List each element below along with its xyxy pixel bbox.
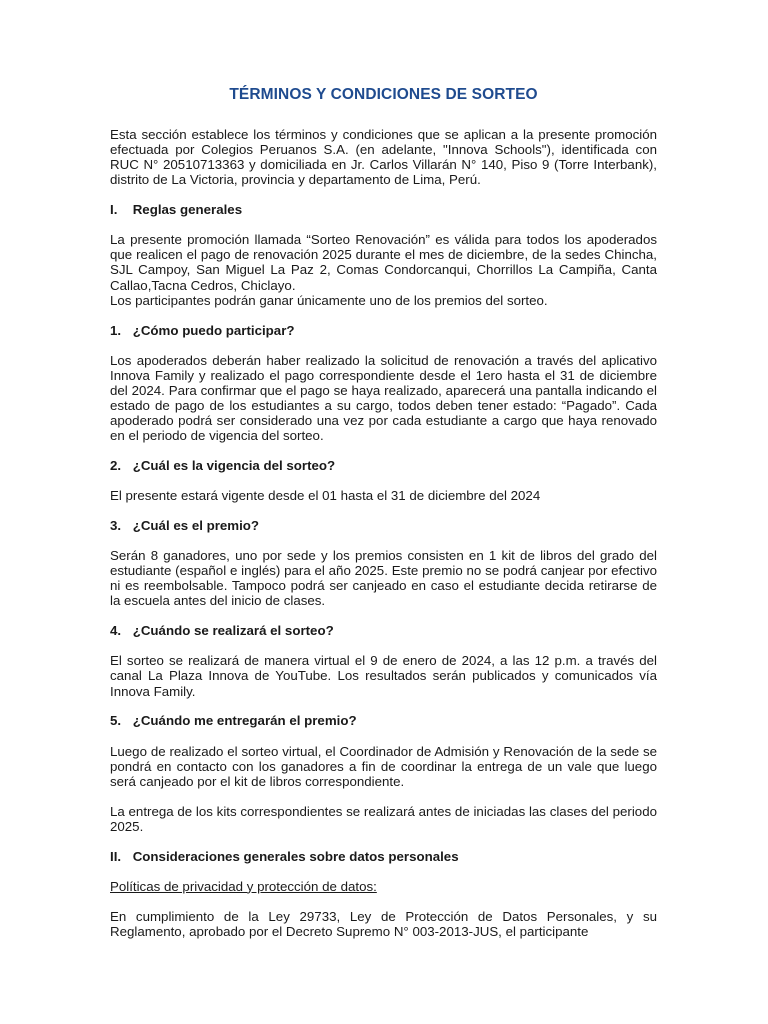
question-title: ¿Cuál es la vigencia del sorteo? (132, 457, 336, 473)
question-title: ¿Cómo puedo participar? (132, 322, 295, 338)
question-heading-delivery (110, 713, 657, 728)
answer-validity: El presente estará vigente desde el 01 hasta el 31 de diciembre del 2024 (110, 488, 541, 504)
question-title: ¿Cuál es el premio? (132, 517, 260, 533)
question-number: 2. (110, 457, 122, 473)
general-rules-paragraph: La presente promoción llamada “Sorteo Renovación” es válida para todos los apoderados que realicen el pago de renovación 2025 durante el mes de diciembre, de la sedes Chincha, SJL Campoy, San Miguel La Paz 2, Comas Condorcanqui, Chorrillos La Campiña, Canta Callao,Tacna Cedros, Chiclayo. (110, 232, 657, 293)
answer-participate: Los apoderados deberán haber realizado la solicitud de renovación a través del aplicativo Innova Family y realizado el pago correspondiente desde el 1ero hasta el 31 de diciembre del 2024. Para confirmar que el pago se haya realizado, aparecerá una pantalla indicando el estado de pago de los estudiantes a su cargo, todos deben tener estado: “Pagado”. Cada apoderado podrá ser considerado una vez por cada estudiante a cargo que haya renovado en el periodo de vigencia del sorteo. (110, 352, 657, 444)
answer-draw-date: El sorteo se realizará de manera virtual el 9 de enero de 2024, a las 12 p.m. a través del canal La Plaza Innova de YouTube. Los resultados serán publicados y comunicados vía Innova Family. (110, 653, 657, 699)
document-title: TÉRMINOS Y CONDICIONES DE SORTEO (229, 86, 538, 103)
question-title: ¿Cuándo se realizará el sorteo? (132, 623, 334, 639)
section-number: I. (110, 202, 118, 218)
general-rules-note: Los participantes podrán ganar únicamente uno de los premios del sorteo. (110, 292, 548, 308)
question-number: 1. (110, 322, 122, 338)
answer-prize: Serán 8 ganadores, uno por sede y los premios consisten en 1 kit de libros del grado del estudiante (español e inglés) para el año 2025. Este premio no se podrá canjear por efectivo ni es reembolsable. Tampoco podrá ser canjeado en caso el estudiante decida retirarse de la escuela antes del inicio de clases. (110, 548, 657, 609)
section-title: Consideraciones generales sobre datos personales (132, 848, 459, 864)
section-heading-general-rules (110, 202, 657, 217)
privacy-paragraph: En cumplimiento de la Ley 29733, Ley de Protección de Datos Personales, y su Reglamento, aprobado por el Decreto Supremo N° 003-2013-JUS, el participante (110, 908, 657, 939)
privacy-subheading: Políticas de privacidad y protección de datos: (110, 878, 377, 894)
question-heading-prize (110, 518, 657, 533)
question-heading-draw-date (110, 623, 657, 638)
question-number: 3. (110, 517, 122, 533)
question-title: ¿Cuándo me entregarán el premio? (132, 713, 357, 729)
question-heading-participate (110, 323, 657, 338)
section-number: II. (110, 848, 122, 864)
section-title: Reglas generales (132, 202, 243, 218)
answer-delivery: Luego de realizado el sorteo virtual, el Coordinador de Admisión y Renovación de la sede se pondrá en contacto con los ganadores a fin de coordinar la entrega de un vale que luego será canjeado por el kit de libros correspondiente. (110, 743, 657, 789)
section-heading-personal-data (110, 849, 657, 864)
privacy-subheading-wrap (110, 879, 657, 894)
intro-paragraph: Esta sección establece los términos y condiciones que se aplican a la presente promoción efectuada por Colegios Peruanos S.A. (en adelante, "Innova Schools"), identificada con RUC N° 20510713363 y domiciliada en Jr. Carlos Villarán N° 140, Piso 9 (Torre Interbank), distrito de La Victoria, provincia y departamento de Lima, Perú. (110, 127, 657, 188)
question-heading-validity (110, 458, 657, 473)
question-number: 4. (110, 623, 122, 639)
document-page (110, 84, 657, 939)
answer-delivery-timing: La entrega de los kits correspondientes se realizará antes de iniciadas las clases del periodo 2025. (110, 803, 657, 834)
question-number: 5. (110, 713, 122, 729)
